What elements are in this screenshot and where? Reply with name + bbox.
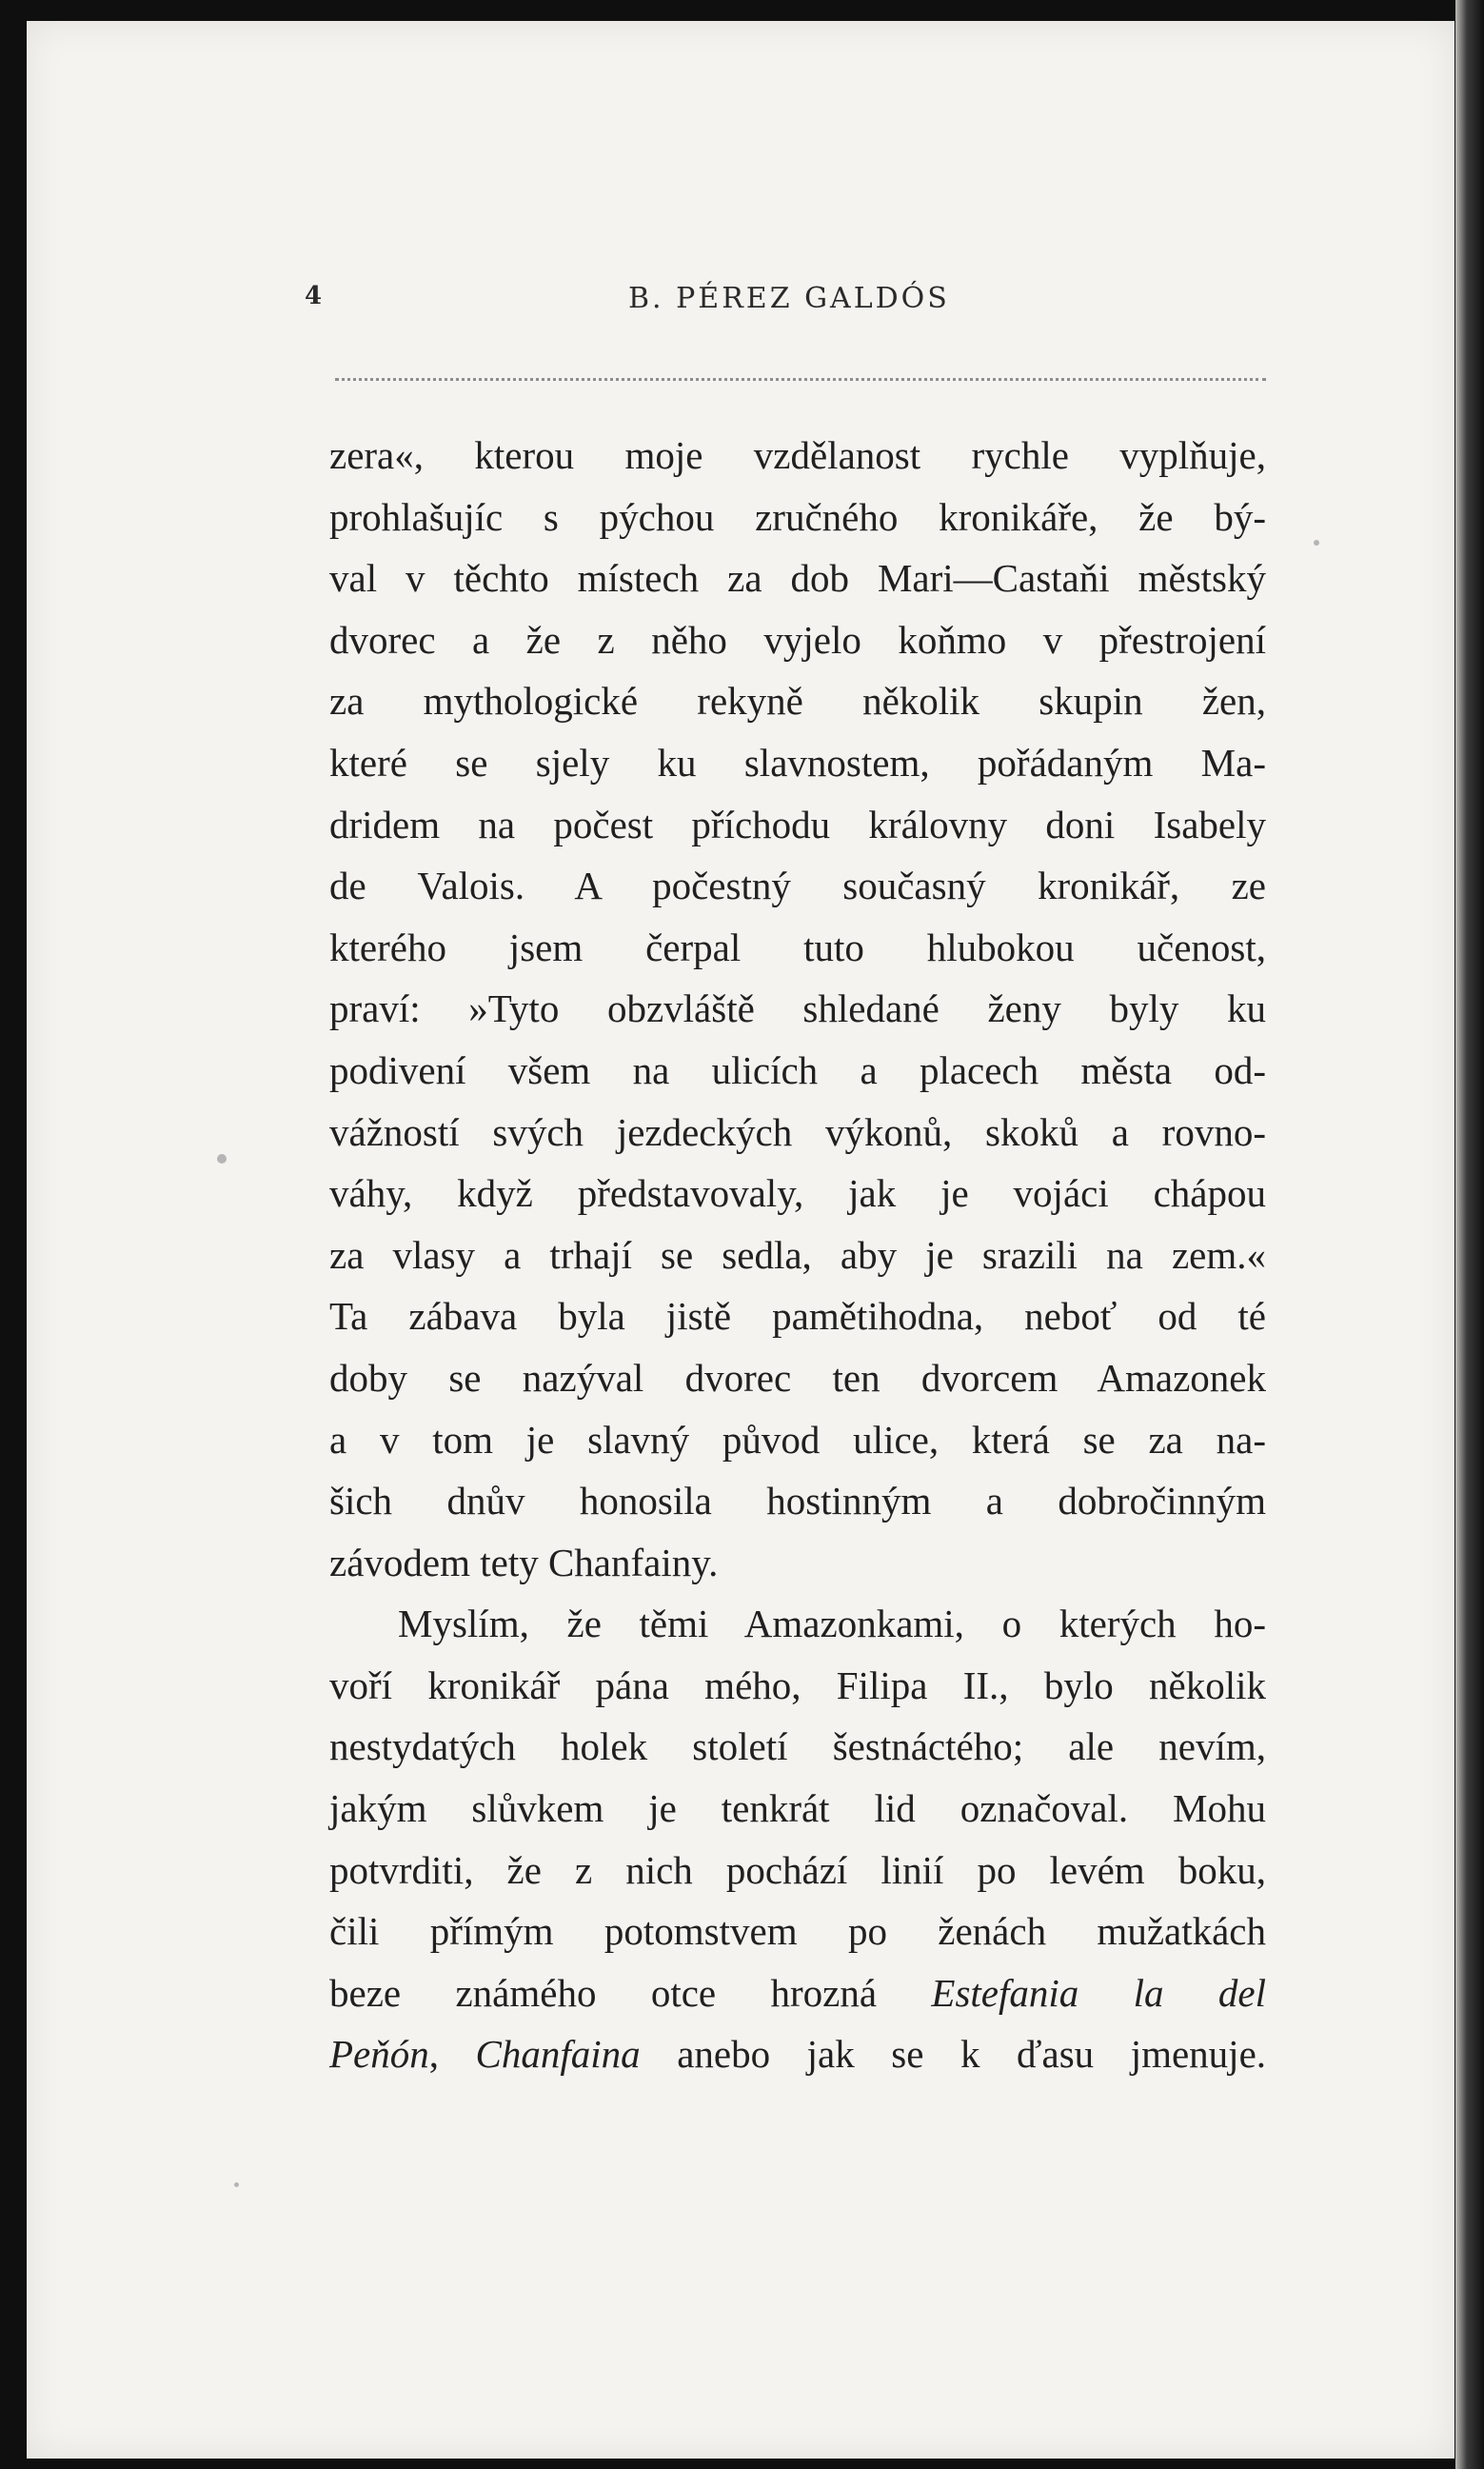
paper-spot — [1314, 540, 1319, 546]
page-header — [305, 276, 1266, 333]
text-line: doby se nazýval dvorec ten dvorcem Amazonek — [329, 1355, 1266, 1400]
book-binding-edge — [1455, 0, 1484, 2469]
text-line: praví: »Tyto obzvláště shledané ženy byly ku — [329, 986, 1266, 1031]
text-line: dvorec a že z něho vyjelo koňmo v přestrojení — [329, 617, 1266, 662]
text-line: které se sjely ku slavnostem, pořádaným Ma- — [329, 740, 1266, 785]
text-line: jakým slůvkem je tenkrát lid označoval. Mohu — [329, 1786, 1266, 1831]
page-number: 4 — [305, 282, 323, 310]
text-segment: beze známého otce hrozná — [329, 1970, 878, 2015]
text-line: zera«, kterou moje vzdělanost rychle vyplňuje, — [329, 433, 1266, 477]
text-line-mixed — [329, 2023, 1266, 2085]
text-line: a v tom je slavný původ ulice, která se za na- — [329, 1417, 1266, 1462]
body-text — [329, 425, 1266, 2085]
text-line: kterého jsem čerpal tuto hlubokou učenost, — [329, 925, 1266, 969]
text-line: Myslím, že těmi Amazonkami, o kterých ho- — [398, 1602, 1266, 1646]
text-line: Ta zábava byla jistě pamětihodna, neboť od té — [329, 1294, 1266, 1339]
paper-spot — [217, 1154, 227, 1164]
text-line: za vlasy a trhají se sedla, aby je srazili na zem.« — [329, 1232, 1266, 1277]
text-line: za mythologické rekyně několik skupin žen, — [329, 679, 1266, 724]
text-line: šich dnův honosila hostinným a dobročinným — [329, 1479, 1266, 1523]
text-line: váhy, když představovaly, jak je vojáci chápou — [329, 1171, 1266, 1216]
text-line: nestydatých holek století šestnáctého; ale nevím, — [329, 1724, 1266, 1769]
text-line-mixed — [329, 1962, 1266, 2024]
text-line: čili přímým potomstvem po ženách mužatkách — [329, 1909, 1266, 1954]
text-line: dridem na počest příchodu královny doni Isabely — [329, 802, 1266, 846]
text-line: potvrditi, že z nich pochází linií po levém boku, — [329, 1847, 1266, 1892]
paper-spot — [234, 2182, 239, 2187]
italic-name: Chanfaina — [475, 2032, 641, 2077]
header-rule — [335, 378, 1266, 381]
paragraph-1 — [329, 425, 1266, 1593]
text-line: závodem tety Chanfainy. — [329, 1540, 719, 1584]
text-line: val v těchto místech za dob Mari—Castaňi městský — [329, 556, 1266, 601]
text-line: de Valois. A počestný současný kronikář, ze — [329, 864, 1266, 908]
italic-name: Estefania la del — [931, 1970, 1266, 2015]
italic-name: Peňón — [329, 2032, 429, 2077]
text-line: voří kronikář pána mého, Filipa II., bylo několik — [329, 1663, 1266, 1707]
text-segment: , — [428, 2032, 439, 2077]
text-segment: anebo jak se k ďasu jmenuje. — [677, 2032, 1267, 2077]
text-line: vážností svých jezdeckých výkonů, skoků a rovno- — [329, 1109, 1266, 1154]
text-line: podivení všem na ulicích a placech města od- — [329, 1047, 1266, 1092]
text-line: prohlašujíc s pýchou zručného kronikáře, že bý- — [329, 494, 1266, 539]
paragraph-2 — [329, 1593, 1266, 2085]
running-head: B. PÉREZ GALDÓS — [628, 282, 950, 315]
